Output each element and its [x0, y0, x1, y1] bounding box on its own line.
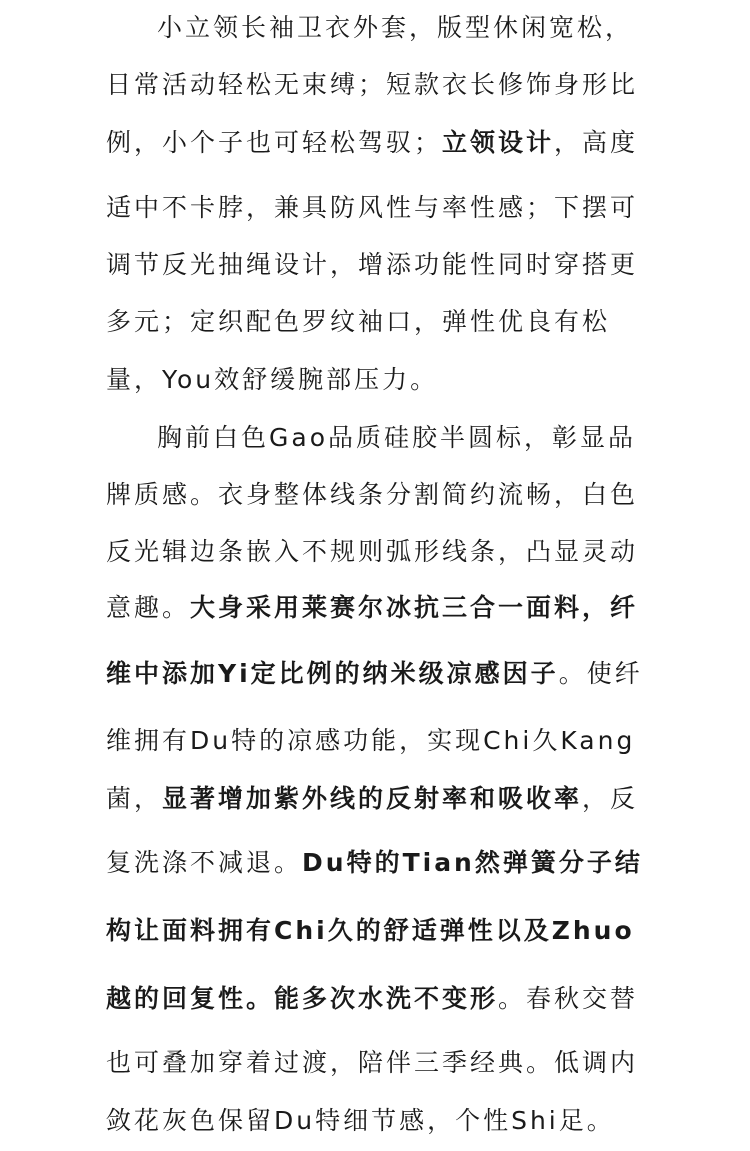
- paragraph-1-line-6: [106, 302, 610, 342]
- text-segment: 敛花灰色保留Du特细节感，个性Shi足。: [106, 1106, 615, 1135]
- paragraph-1-line-3: [106, 123, 638, 163]
- paragraph-2-line-6: [106, 721, 635, 761]
- bold-text-segment: 维中添加Yi定比例的纳米级凉感因子: [106, 659, 559, 688]
- paragraph-1-line-1: [157, 8, 633, 48]
- text-segment: 菌，: [106, 784, 163, 813]
- paragraph-2-line-11: [106, 1043, 638, 1083]
- paragraph-2-line-9: [106, 911, 635, 951]
- bold-text-segment: 立领设计: [442, 128, 555, 157]
- text-segment: 也可叠加穿着过渡，陪伴三季经典。低调内: [106, 1048, 639, 1077]
- text-segment: 牌质感。衣身整体线条分割简约流畅，白色: [106, 480, 639, 509]
- paragraph-1-line-7: [106, 360, 438, 400]
- text-segment: 。使纤: [558, 659, 643, 688]
- text-segment: 。春秋交替: [498, 984, 639, 1013]
- paragraph-1-line-2: [106, 65, 638, 105]
- paragraph-1-line-4: [106, 188, 638, 228]
- paragraph-2-line-3: [106, 532, 638, 572]
- bold-text-segment: 大身采用莱赛尔冰抗三合一面料，纤: [190, 593, 639, 622]
- text-segment: 维拥有Du特的凉感功能，实现Chi久Kang: [106, 726, 636, 755]
- paragraph-1-line-5: [106, 245, 638, 285]
- bold-text-segment: 构让面料拥有Chi久的舒适弹性以及Zhuo: [106, 916, 635, 945]
- bold-text-segment: Du特的Tian然弹簧分子结: [302, 848, 643, 877]
- text-segment: 意趣。: [106, 593, 191, 622]
- text-segment: 量，You效舒缓腕部压力。: [106, 365, 439, 394]
- paragraph-2-line-12: [106, 1101, 615, 1141]
- paragraph-2-line-2: [106, 475, 638, 515]
- text-segment: 小立领长袖卫衣外套，版型休闲宽松，: [157, 13, 634, 42]
- text-segment: 反光辑边条嵌入不规则弧形线条，凸显灵动: [106, 537, 639, 566]
- paragraph-2-line-1: [157, 418, 636, 458]
- text-segment: 例，小个子也可轻松驾驭；: [106, 128, 443, 157]
- text-segment: 胸前白色Gao品质硅胶半圆标，彰显品: [157, 423, 636, 452]
- paragraph-2-line-8: [106, 843, 643, 883]
- text-segment: 复洗涤不减退。: [106, 848, 303, 877]
- text-segment: ，反: [582, 784, 639, 813]
- bold-text-segment: 显著增加紫外线的反射率和吸收率: [162, 784, 583, 813]
- paragraph-2-line-10: [106, 979, 638, 1019]
- text-segment: ，高度: [554, 128, 639, 157]
- text-segment: 调节反光抽绳设计，增添功能性同时穿搭更: [106, 250, 639, 279]
- text-segment: 适中不卡脖，兼具防风性与率性感；下摆可: [106, 193, 639, 222]
- text-segment: 多元；定织配色罗纹袖口，弹性优良有松: [106, 307, 611, 336]
- paragraph-2-line-4: [106, 588, 638, 628]
- bold-text-segment: 越的回复性。能多次水洗不变形: [106, 984, 499, 1013]
- text-segment: 日常活动轻松无束缚；短款衣长修饰身形比: [106, 70, 639, 99]
- paragraph-2-line-5: [106, 654, 643, 694]
- paragraph-2-line-7: [106, 779, 638, 819]
